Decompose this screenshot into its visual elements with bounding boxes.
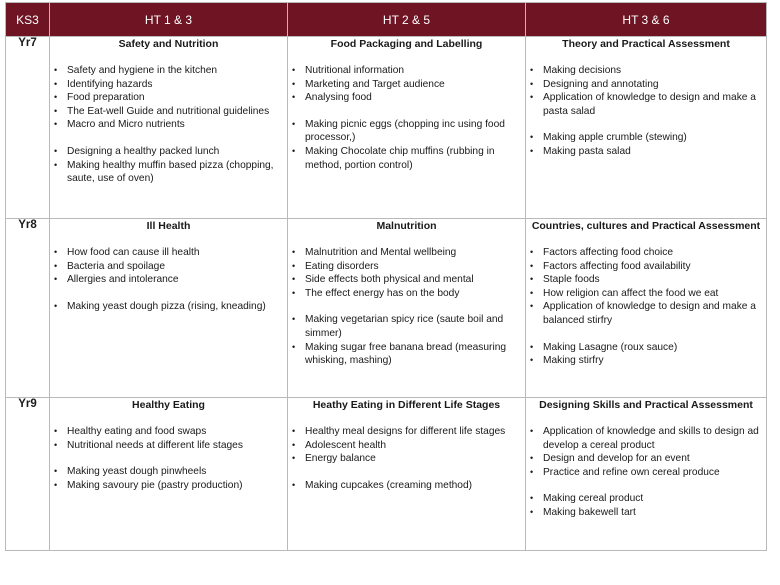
practical-list [526,341,766,368]
list-item: • Eating disorders [305,260,525,274]
practical-list [50,465,287,492]
table-body [6,37,767,551]
theory-list [50,246,287,287]
theory-list [288,246,525,300]
practical-list [288,118,525,172]
theory-list [288,64,525,105]
year-label: Yr9 [6,398,50,551]
header-ht-3-6: HT 3 & 6 [526,3,767,37]
list-item: • Designing a healthy packed lunch [67,145,287,159]
list-item: • Healthy meal designs for different life stages [305,425,525,439]
header-ht-1-3: HT 1 & 3 [50,3,288,37]
list-item: • Nutritional information [305,64,525,78]
list-item: • Food preparation [67,91,287,105]
topic-title: Designing Skills and Practical Assessment [539,399,753,411]
header-ht-2-5: HT 2 & 5 [288,3,526,37]
year-label: Yr8 [6,219,50,398]
list-item: • Making bakewell tart [543,506,766,520]
list-item: • Macro and Micro nutrients [67,118,287,132]
topic-cell [526,219,767,398]
topic-cell [50,37,288,219]
list-item: • Making picnic eggs (chopping inc using food processor,) [305,118,525,145]
theory-list [526,425,766,479]
list-item: • Identifying hazards [67,78,287,92]
list-item: • Making stirfry [543,354,766,368]
practical-list [526,492,766,519]
header-ks3: KS3 [6,3,50,37]
list-item: • Application of knowledge to design and make a balanced stirfry [543,300,766,327]
table-row [6,37,767,219]
list-item: • Allergies and intolerance [67,273,287,287]
header-row [6,3,767,37]
topic-title: Malnutrition [376,220,437,232]
theory-list [526,246,766,328]
theory-list [50,64,287,132]
list-item: • Making pasta salad [543,145,766,159]
list-item: • Practice and refine own cereal produce [543,466,766,480]
topic-title: Ill Health [146,220,191,232]
list-item: • Healthy eating and food swaps [67,425,287,439]
list-item: • Application of knowledge and skills to design ad develop a cereal product [543,425,766,452]
practical-list [288,313,525,367]
topic-cell [288,37,526,219]
list-item: • Making savoury pie (pastry production) [67,479,287,493]
topic-cell [526,37,767,219]
topic-cell [288,219,526,398]
topic-title: Healthy Eating [132,399,205,411]
topic-cell [526,398,767,551]
list-item: • Analysing food [305,91,525,105]
list-item: • Making sugar free banana bread (measuring whisking, mashing) [305,341,525,368]
list-item: • Marketing and Target audience [305,78,525,92]
practical-list [288,479,525,493]
theory-list [50,425,287,452]
list-item: • Malnutrition and Mental wellbeing [305,246,525,260]
practical-list [526,131,766,158]
list-item: • Making vegetarian spicy rice (saute boil and simmer) [305,313,525,340]
practical-list [50,145,287,186]
list-item: • Factors affecting food choice [543,246,766,260]
list-item: • Designing and annotating [543,78,766,92]
list-item: • Safety and hygiene in the kitchen [67,64,287,78]
topic-title: Theory and Practical Assessment [562,38,730,50]
year-label: Yr7 [6,37,50,219]
practical-list [50,300,287,314]
list-item: • Making yeast dough pizza (rising, kneading) [67,300,287,314]
topic-title: Food Packaging and Labelling [330,38,483,50]
list-item: • Making cupcakes (creaming method) [305,479,525,493]
list-item: • How religion can affect the food we eat [543,287,766,301]
list-item: • Making apple crumble (stewing) [543,131,766,145]
list-item: • The effect energy has on the body [305,287,525,301]
topic-cell [50,398,288,551]
list-item: • Factors affecting food availability [543,260,766,274]
list-item: • Adolescent health [305,439,525,453]
list-item: • Energy balance [305,452,525,466]
list-item: • Making yeast dough pinwheels [67,465,287,479]
list-item: • Design and develop for an event [543,452,766,466]
theory-list [288,425,525,466]
list-item: • Making decisions [543,64,766,78]
table-row [6,219,767,398]
table-row [6,398,767,551]
topic-cell [288,398,526,551]
curriculum-table [5,2,767,551]
topic-title: Heathy Eating in Different Life Stages [312,399,501,411]
list-item: • Nutritional needs at different life stages [67,439,287,453]
topic-title: Safety and Nutrition [118,38,219,50]
list-item: • Making cereal product [543,492,766,506]
list-item: • Making Chocolate chip muffins (rubbing in method, portion control) [305,145,525,172]
theory-list [526,64,766,118]
list-item: • How food can cause ill health [67,246,287,260]
list-item: • Making Lasagne (roux sauce) [543,341,766,355]
list-item: • Staple foods [543,273,766,287]
list-item: • Application of knowledge to design and make a pasta salad [543,91,766,118]
topic-title: Countries, cultures and Practical Assessment [531,220,761,232]
list-item: • The Eat-well Guide and nutritional guidelines [67,105,287,119]
list-item: • Making healthy muffin based pizza (chopping, saute, use of oven) [67,159,287,186]
topic-cell [50,219,288,398]
list-item: • Side effects both physical and mental [305,273,525,287]
list-item: • Bacteria and spoilage [67,260,287,274]
